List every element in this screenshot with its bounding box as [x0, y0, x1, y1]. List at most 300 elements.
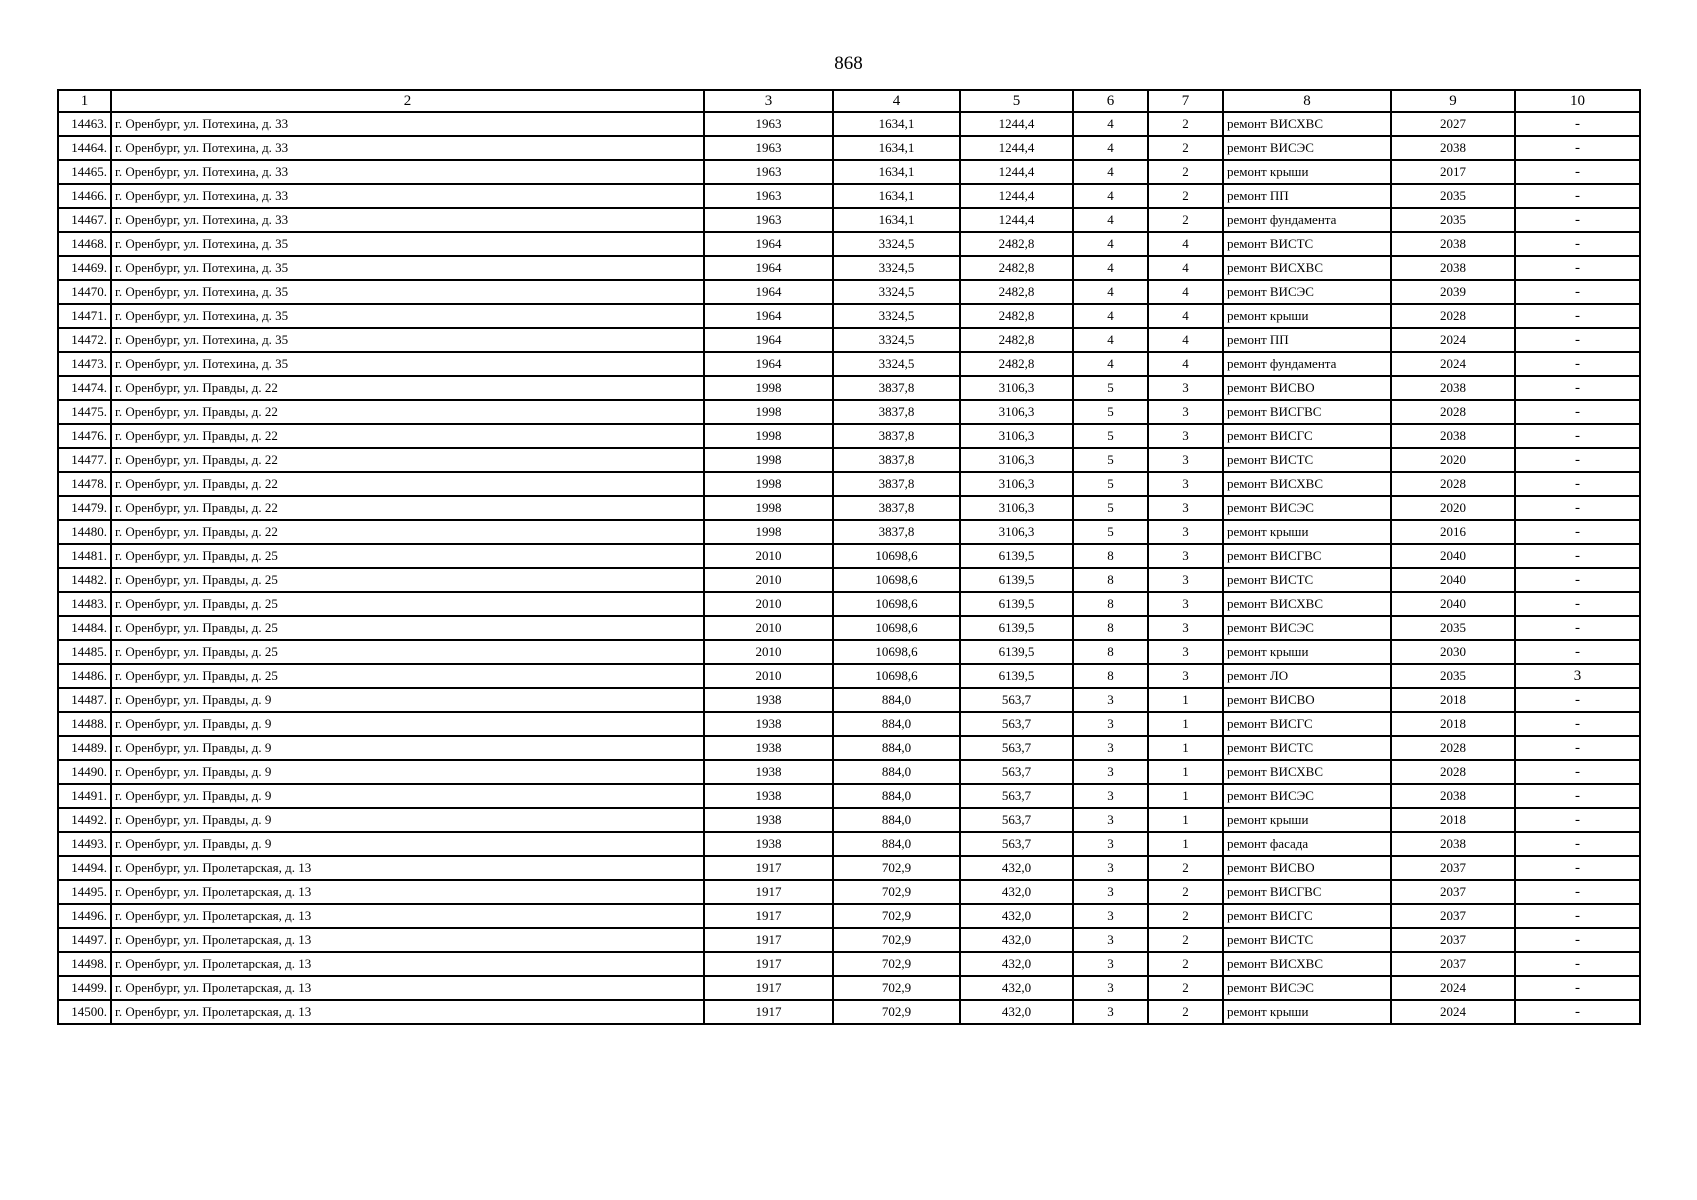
cell-address: г. Оренбург, ул. Правды, д. 25: [111, 568, 704, 592]
cell-floors: 8: [1073, 640, 1148, 664]
cell-planned-year: 2038: [1391, 784, 1515, 808]
cell-build-year: 1938: [704, 760, 833, 784]
cell-build-year: 1964: [704, 280, 833, 304]
cell-address: г. Оренбург, ул. Правды, д. 22: [111, 520, 704, 544]
cell-note: -: [1515, 928, 1640, 952]
cell-build-year: 1938: [704, 688, 833, 712]
cell-entrances: 1: [1148, 808, 1223, 832]
table-row: [58, 616, 1640, 640]
cell-total-area: 702,9: [833, 904, 960, 928]
cell-note: -: [1515, 400, 1640, 424]
cell-planned-year: 2018: [1391, 712, 1515, 736]
cell-note: 3: [1515, 664, 1640, 688]
cell-work-type: ремонт крыши: [1223, 640, 1391, 664]
cell-planned-year: 2028: [1391, 304, 1515, 328]
cell-note: -: [1515, 136, 1640, 160]
cell-row-number: 14469.: [58, 256, 111, 280]
cell-address: г. Оренбург, ул. Пролетарская, д. 13: [111, 928, 704, 952]
cell-planned-year: 2030: [1391, 640, 1515, 664]
cell-address: г. Оренбург, ул. Пролетарская, д. 13: [111, 880, 704, 904]
cell-floors: 8: [1073, 592, 1148, 616]
cell-floors: 3: [1073, 760, 1148, 784]
repair-register-table: [57, 89, 1641, 1025]
cell-total-area: 3324,5: [833, 280, 960, 304]
cell-note: -: [1515, 856, 1640, 880]
cell-floors: 3: [1073, 832, 1148, 856]
table-row: [58, 640, 1640, 664]
cell-total-area: 3837,8: [833, 400, 960, 424]
cell-living-area: 563,7: [960, 736, 1073, 760]
column-header-9: 9: [1391, 90, 1515, 112]
table-row: [58, 928, 1640, 952]
table-row: [58, 592, 1640, 616]
cell-planned-year: 2039: [1391, 280, 1515, 304]
cell-entrances: 4: [1148, 352, 1223, 376]
cell-note: -: [1515, 808, 1640, 832]
cell-entrances: 4: [1148, 328, 1223, 352]
table-row: [58, 856, 1640, 880]
cell-floors: 4: [1073, 208, 1148, 232]
cell-living-area: 432,0: [960, 928, 1073, 952]
cell-build-year: 1917: [704, 928, 833, 952]
cell-build-year: 1938: [704, 736, 833, 760]
table-row: [58, 784, 1640, 808]
cell-planned-year: 2028: [1391, 400, 1515, 424]
cell-build-year: 2010: [704, 568, 833, 592]
cell-total-area: 3837,8: [833, 376, 960, 400]
cell-work-type: ремонт ВИСВО: [1223, 376, 1391, 400]
cell-living-area: 6139,5: [960, 592, 1073, 616]
cell-build-year: 2010: [704, 664, 833, 688]
cell-row-number: 14499.: [58, 976, 111, 1000]
cell-living-area: 432,0: [960, 976, 1073, 1000]
cell-address: г. Оренбург, ул. Правды, д. 22: [111, 424, 704, 448]
cell-address: г. Оренбург, ул. Правды, д. 9: [111, 784, 704, 808]
cell-floors: 4: [1073, 112, 1148, 136]
cell-note: -: [1515, 568, 1640, 592]
cell-entrances: 4: [1148, 304, 1223, 328]
cell-address: г. Оренбург, ул. Правды, д. 9: [111, 688, 704, 712]
cell-work-type: ремонт фундамента: [1223, 352, 1391, 376]
cell-address: г. Оренбург, ул. Правды, д. 25: [111, 640, 704, 664]
cell-build-year: 1963: [704, 136, 833, 160]
cell-floors: 4: [1073, 280, 1148, 304]
cell-living-area: 2482,8: [960, 280, 1073, 304]
column-header-5: 5: [960, 90, 1073, 112]
table-row: [58, 496, 1640, 520]
cell-work-type: ремонт фундамента: [1223, 208, 1391, 232]
cell-row-number: 14481.: [58, 544, 111, 568]
cell-planned-year: 2024: [1391, 328, 1515, 352]
cell-row-number: 14495.: [58, 880, 111, 904]
table-row: [58, 352, 1640, 376]
cell-row-number: 14471.: [58, 304, 111, 328]
cell-address: г. Оренбург, ул. Правды, д. 9: [111, 736, 704, 760]
cell-build-year: 1917: [704, 1000, 833, 1024]
cell-floors: 3: [1073, 784, 1148, 808]
cell-entrances: 1: [1148, 832, 1223, 856]
cell-address: г. Оренбург, ул. Правды, д. 25: [111, 544, 704, 568]
cell-work-type: ремонт ВИСЭС: [1223, 976, 1391, 1000]
cell-floors: 4: [1073, 256, 1148, 280]
cell-build-year: 1938: [704, 712, 833, 736]
cell-total-area: 10698,6: [833, 568, 960, 592]
cell-row-number: 14476.: [58, 424, 111, 448]
cell-address: г. Оренбург, ул. Потехина, д. 35: [111, 352, 704, 376]
cell-living-area: 6139,5: [960, 664, 1073, 688]
cell-planned-year: 2017: [1391, 160, 1515, 184]
cell-living-area: 2482,8: [960, 256, 1073, 280]
cell-floors: 4: [1073, 328, 1148, 352]
cell-total-area: 10698,6: [833, 544, 960, 568]
cell-address: г. Оренбург, ул. Пролетарская, д. 13: [111, 856, 704, 880]
cell-entrances: 3: [1148, 496, 1223, 520]
table-row: [58, 328, 1640, 352]
cell-total-area: 3324,5: [833, 352, 960, 376]
cell-address: г. Оренбург, ул. Пролетарская, д. 13: [111, 976, 704, 1000]
table-row: [58, 232, 1640, 256]
cell-total-area: 3837,8: [833, 424, 960, 448]
cell-note: -: [1515, 448, 1640, 472]
cell-total-area: 3837,8: [833, 520, 960, 544]
cell-work-type: ремонт ВИСХВС: [1223, 112, 1391, 136]
cell-floors: 5: [1073, 520, 1148, 544]
cell-living-area: 563,7: [960, 760, 1073, 784]
cell-address: г. Оренбург, ул. Правды, д. 9: [111, 760, 704, 784]
cell-work-type: ремонт ВИСТС: [1223, 736, 1391, 760]
column-header-2: 2: [111, 90, 704, 112]
cell-build-year: 1964: [704, 328, 833, 352]
cell-floors: 8: [1073, 616, 1148, 640]
cell-address: г. Оренбург, ул. Потехина, д. 33: [111, 208, 704, 232]
cell-total-area: 10698,6: [833, 592, 960, 616]
cell-planned-year: 2040: [1391, 544, 1515, 568]
cell-build-year: 1917: [704, 880, 833, 904]
cell-address: г. Оренбург, ул. Правды, д. 22: [111, 376, 704, 400]
cell-living-area: 432,0: [960, 880, 1073, 904]
cell-floors: 3: [1073, 904, 1148, 928]
cell-planned-year: 2037: [1391, 904, 1515, 928]
column-header-7: 7: [1148, 90, 1223, 112]
table-row: [58, 448, 1640, 472]
cell-row-number: 14473.: [58, 352, 111, 376]
cell-row-number: 14478.: [58, 472, 111, 496]
cell-total-area: 702,9: [833, 952, 960, 976]
cell-build-year: 1964: [704, 352, 833, 376]
header-row: [58, 90, 1640, 112]
cell-floors: 8: [1073, 544, 1148, 568]
cell-note: -: [1515, 688, 1640, 712]
cell-planned-year: 2028: [1391, 760, 1515, 784]
cell-row-number: 14492.: [58, 808, 111, 832]
cell-address: г. Оренбург, ул. Пролетарская, д. 13: [111, 1000, 704, 1024]
cell-note: -: [1515, 616, 1640, 640]
page-number: 868: [834, 53, 863, 74]
cell-total-area: 1634,1: [833, 184, 960, 208]
cell-total-area: 3837,8: [833, 448, 960, 472]
cell-note: -: [1515, 160, 1640, 184]
cell-entrances: 3: [1148, 640, 1223, 664]
cell-living-area: 1244,4: [960, 160, 1073, 184]
cell-build-year: 2010: [704, 616, 833, 640]
cell-planned-year: 2037: [1391, 952, 1515, 976]
cell-address: г. Оренбург, ул. Правды, д. 9: [111, 808, 704, 832]
cell-build-year: 1917: [704, 904, 833, 928]
cell-note: -: [1515, 712, 1640, 736]
cell-planned-year: 2038: [1391, 256, 1515, 280]
table-row: [58, 424, 1640, 448]
cell-row-number: 14486.: [58, 664, 111, 688]
cell-note: -: [1515, 880, 1640, 904]
cell-work-type: ремонт крыши: [1223, 160, 1391, 184]
cell-planned-year: 2037: [1391, 856, 1515, 880]
cell-entrances: 3: [1148, 592, 1223, 616]
cell-living-area: 2482,8: [960, 304, 1073, 328]
cell-build-year: 1998: [704, 424, 833, 448]
cell-entrances: 3: [1148, 448, 1223, 472]
cell-entrances: 2: [1148, 208, 1223, 232]
cell-total-area: 3324,5: [833, 304, 960, 328]
cell-living-area: 3106,3: [960, 520, 1073, 544]
cell-note: -: [1515, 472, 1640, 496]
cell-note: -: [1515, 232, 1640, 256]
column-header-3: 3: [704, 90, 833, 112]
table-row: [58, 712, 1640, 736]
cell-living-area: 6139,5: [960, 544, 1073, 568]
cell-planned-year: 2037: [1391, 880, 1515, 904]
table-row: [58, 808, 1640, 832]
cell-entrances: 3: [1148, 400, 1223, 424]
cell-planned-year: 2027: [1391, 112, 1515, 136]
cell-row-number: 14497.: [58, 928, 111, 952]
cell-address: г. Оренбург, ул. Потехина, д. 35: [111, 232, 704, 256]
cell-work-type: ремонт ПП: [1223, 328, 1391, 352]
cell-entrances: 2: [1148, 976, 1223, 1000]
cell-note: -: [1515, 184, 1640, 208]
table-row: [58, 376, 1640, 400]
cell-planned-year: 2037: [1391, 928, 1515, 952]
cell-entrances: 1: [1148, 736, 1223, 760]
cell-build-year: 1963: [704, 112, 833, 136]
cell-work-type: ремонт ВИСВО: [1223, 688, 1391, 712]
cell-work-type: ремонт ВИСЭС: [1223, 784, 1391, 808]
cell-note: -: [1515, 1000, 1640, 1024]
cell-address: г. Оренбург, ул. Потехина, д. 35: [111, 328, 704, 352]
cell-work-type: ремонт ВИСВО: [1223, 856, 1391, 880]
cell-entrances: 1: [1148, 784, 1223, 808]
cell-planned-year: 2024: [1391, 352, 1515, 376]
cell-row-number: 14480.: [58, 520, 111, 544]
cell-planned-year: 2040: [1391, 568, 1515, 592]
cell-note: -: [1515, 640, 1640, 664]
cell-planned-year: 2016: [1391, 520, 1515, 544]
table-row: [58, 832, 1640, 856]
table-row: [58, 1000, 1640, 1024]
cell-note: -: [1515, 784, 1640, 808]
cell-entrances: 3: [1148, 424, 1223, 448]
table-row: [58, 880, 1640, 904]
cell-build-year: 1963: [704, 160, 833, 184]
cell-row-number: 14464.: [58, 136, 111, 160]
cell-address: г. Оренбург, ул. Потехина, д. 33: [111, 136, 704, 160]
cell-total-area: 1634,1: [833, 208, 960, 232]
cell-floors: 4: [1073, 232, 1148, 256]
cell-work-type: ремонт ВИСХВС: [1223, 760, 1391, 784]
cell-planned-year: 2028: [1391, 736, 1515, 760]
cell-living-area: 432,0: [960, 1000, 1073, 1024]
cell-floors: 4: [1073, 136, 1148, 160]
cell-planned-year: 2020: [1391, 496, 1515, 520]
cell-entrances: 2: [1148, 1000, 1223, 1024]
cell-entrances: 4: [1148, 280, 1223, 304]
cell-row-number: 14493.: [58, 832, 111, 856]
cell-row-number: 14472.: [58, 328, 111, 352]
cell-build-year: 1938: [704, 784, 833, 808]
cell-address: г. Оренбург, ул. Правды, д. 9: [111, 832, 704, 856]
cell-address: г. Оренбург, ул. Потехина, д. 35: [111, 304, 704, 328]
cell-work-type: ремонт ВИСТС: [1223, 448, 1391, 472]
cell-note: -: [1515, 952, 1640, 976]
cell-total-area: 884,0: [833, 832, 960, 856]
cell-floors: 3: [1073, 976, 1148, 1000]
cell-entrances: 1: [1148, 760, 1223, 784]
cell-work-type: ремонт ВИСТС: [1223, 232, 1391, 256]
table-row: [58, 904, 1640, 928]
column-header-4: 4: [833, 90, 960, 112]
cell-living-area: 563,7: [960, 808, 1073, 832]
cell-living-area: 3106,3: [960, 496, 1073, 520]
cell-row-number: 14468.: [58, 232, 111, 256]
cell-address: г. Оренбург, ул. Потехина, д. 33: [111, 184, 704, 208]
cell-work-type: ремонт ПП: [1223, 184, 1391, 208]
cell-floors: 3: [1073, 688, 1148, 712]
cell-total-area: 3837,8: [833, 496, 960, 520]
cell-row-number: 14477.: [58, 448, 111, 472]
cell-work-type: ремонт фасада: [1223, 832, 1391, 856]
cell-total-area: 10698,6: [833, 640, 960, 664]
cell-entrances: 2: [1148, 112, 1223, 136]
cell-living-area: 3106,3: [960, 400, 1073, 424]
cell-planned-year: 2040: [1391, 592, 1515, 616]
cell-entrances: 1: [1148, 712, 1223, 736]
cell-entrances: 3: [1148, 472, 1223, 496]
cell-total-area: 10698,6: [833, 616, 960, 640]
cell-note: -: [1515, 424, 1640, 448]
cell-entrances: 2: [1148, 952, 1223, 976]
table-row: [58, 112, 1640, 136]
cell-note: -: [1515, 520, 1640, 544]
cell-address: г. Оренбург, ул. Потехина, д. 35: [111, 256, 704, 280]
cell-note: -: [1515, 592, 1640, 616]
table-row: [58, 736, 1640, 760]
cell-build-year: 1917: [704, 952, 833, 976]
cell-floors: 5: [1073, 424, 1148, 448]
table-row: [58, 976, 1640, 1000]
cell-total-area: 1634,1: [833, 112, 960, 136]
cell-total-area: 3324,5: [833, 232, 960, 256]
cell-note: -: [1515, 256, 1640, 280]
cell-total-area: 3324,5: [833, 328, 960, 352]
cell-build-year: 1964: [704, 256, 833, 280]
cell-floors: 3: [1073, 808, 1148, 832]
cell-planned-year: 2035: [1391, 616, 1515, 640]
cell-note: -: [1515, 736, 1640, 760]
cell-planned-year: 2038: [1391, 832, 1515, 856]
cell-total-area: 884,0: [833, 760, 960, 784]
column-header-1: 1: [58, 90, 111, 112]
cell-entrances: 2: [1148, 904, 1223, 928]
cell-living-area: 3106,3: [960, 376, 1073, 400]
cell-living-area: 432,0: [960, 904, 1073, 928]
cell-floors: 4: [1073, 304, 1148, 328]
table-row: [58, 256, 1640, 280]
cell-floors: 3: [1073, 1000, 1148, 1024]
cell-build-year: 1963: [704, 184, 833, 208]
cell-row-number: 14498.: [58, 952, 111, 976]
cell-floors: 3: [1073, 736, 1148, 760]
cell-living-area: 563,7: [960, 712, 1073, 736]
cell-work-type: ремонт ВИСГВС: [1223, 400, 1391, 424]
cell-total-area: 10698,6: [833, 664, 960, 688]
cell-total-area: 702,9: [833, 928, 960, 952]
cell-total-area: 3324,5: [833, 256, 960, 280]
cell-work-type: ремонт ВИСХВС: [1223, 256, 1391, 280]
cell-planned-year: 2024: [1391, 1000, 1515, 1024]
cell-row-number: 14489.: [58, 736, 111, 760]
cell-build-year: 1998: [704, 496, 833, 520]
cell-build-year: 2010: [704, 640, 833, 664]
cell-note: -: [1515, 496, 1640, 520]
cell-build-year: 1964: [704, 232, 833, 256]
cell-work-type: ремонт крыши: [1223, 1000, 1391, 1024]
cell-build-year: 1938: [704, 808, 833, 832]
cell-living-area: 2482,8: [960, 232, 1073, 256]
cell-address: г. Оренбург, ул. Правды, д. 22: [111, 448, 704, 472]
cell-total-area: 884,0: [833, 688, 960, 712]
column-header-8: 8: [1223, 90, 1391, 112]
cell-planned-year: 2018: [1391, 808, 1515, 832]
cell-total-area: 702,9: [833, 1000, 960, 1024]
cell-entrances: 3: [1148, 520, 1223, 544]
cell-note: -: [1515, 304, 1640, 328]
cell-planned-year: 2035: [1391, 184, 1515, 208]
cell-row-number: 14485.: [58, 640, 111, 664]
cell-planned-year: 2038: [1391, 136, 1515, 160]
cell-floors: 3: [1073, 928, 1148, 952]
cell-floors: 5: [1073, 400, 1148, 424]
cell-build-year: 1964: [704, 304, 833, 328]
cell-living-area: 1244,4: [960, 184, 1073, 208]
cell-build-year: 1917: [704, 856, 833, 880]
cell-note: -: [1515, 352, 1640, 376]
table-row: [58, 664, 1640, 688]
cell-row-number: 14465.: [58, 160, 111, 184]
cell-living-area: 3106,3: [960, 448, 1073, 472]
cell-total-area: 1634,1: [833, 136, 960, 160]
cell-row-number: 14484.: [58, 616, 111, 640]
cell-address: г. Оренбург, ул. Пролетарская, д. 13: [111, 952, 704, 976]
cell-row-number: 14466.: [58, 184, 111, 208]
cell-build-year: 1998: [704, 520, 833, 544]
cell-total-area: 702,9: [833, 880, 960, 904]
cell-note: -: [1515, 904, 1640, 928]
cell-living-area: 432,0: [960, 952, 1073, 976]
cell-total-area: 884,0: [833, 712, 960, 736]
cell-build-year: 1917: [704, 976, 833, 1000]
table-row: [58, 544, 1640, 568]
cell-living-area: 1244,4: [960, 136, 1073, 160]
cell-entrances: 4: [1148, 232, 1223, 256]
